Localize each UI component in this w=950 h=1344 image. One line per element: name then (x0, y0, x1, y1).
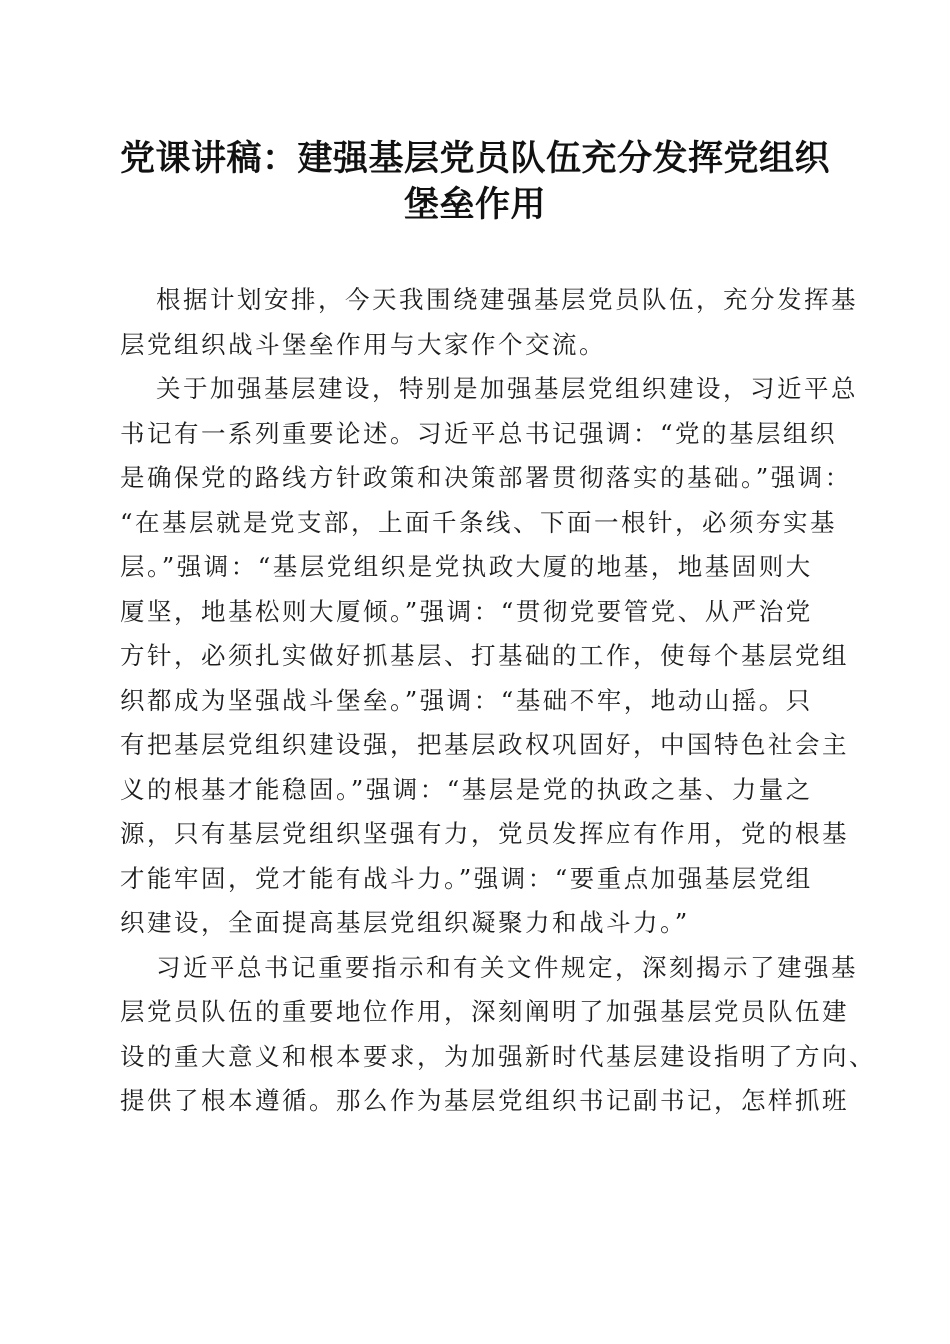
paragraph-1 (120, 278, 858, 367)
paragraph-line: 提供了根本遵循。那么作为基层党组织书记副书记，怎样抓班 (120, 1086, 849, 1115)
paragraph-line: 才能牢固，党才能有战斗力。”强调：“要重点加强基层党组 (120, 863, 813, 893)
paragraph-line: 层。”强调：“基层党组织是党执政大厦的地基，地基固则大 (120, 552, 813, 581)
paragraph-line: 习近平总书记重要指示和有关文件规定，深刻揭示了建强基 (156, 952, 858, 982)
paragraph-line: “在基层就是党支部，上面千条线、下面一根针，必须夯实基 (120, 507, 838, 537)
paragraph-line: 是确保党的路线方针政策和决策部署贯彻落实的基础。”强调： (120, 463, 852, 492)
paragraph-3 (120, 946, 876, 1124)
paragraph-line: 方针，必须扎实做好抓基层、打基础的工作，使每个基层党组 (120, 641, 849, 670)
paragraph-line: 设的重大意义和根本要求，为加强新时代基层建设指明了方向、 (120, 1041, 876, 1071)
paragraph-2 (120, 367, 858, 946)
document-body (120, 278, 876, 1124)
paragraph-line: 织建设，全面提高基层党组织凝聚力和战斗力。” (120, 908, 690, 937)
paragraph-line: 关于加强基层建设，特别是加强基层党组织建设，习近平总 (156, 374, 858, 403)
document-title (110, 136, 840, 228)
title-line-2: 堡垒作用 (403, 185, 546, 225)
paragraph-line: 书记有一系列重要论述。习近平总书记强调：“党的基层组织 (120, 418, 838, 448)
paragraph-line: 层党员队伍的重要地位作用，深刻阐明了加强基层党员队伍建 (120, 997, 849, 1026)
paragraph-line: 源，只有基层党组织坚强有力，党员发挥应有作用，党的根基 (120, 819, 849, 848)
paragraph-line: 有把基层党组织建设强，把基层政权巩固好，中国特色社会主 (120, 730, 849, 759)
title-line-1: 党课讲稿：建强基层党员队伍充分发挥党组织 (119, 139, 830, 179)
paragraph-line: 义的根基才能稳固。”强调：“基层是党的执政之基、力量之 (120, 774, 813, 804)
paragraph-line: 织都成为坚强战斗堡垒。”强调：“基础不牢，地动山摇。只 (120, 685, 813, 715)
paragraph-line: 层党组织战斗堡垒作用与大家作个交流。 (120, 329, 606, 359)
paragraph-line: 根据计划安排，今天我围绕建强基层党员队伍，充分发挥基 (156, 285, 858, 314)
paragraph-line: 厦坚，地基松则大厦倾。”强调：“贯彻党要管党、从严治党 (120, 596, 813, 626)
